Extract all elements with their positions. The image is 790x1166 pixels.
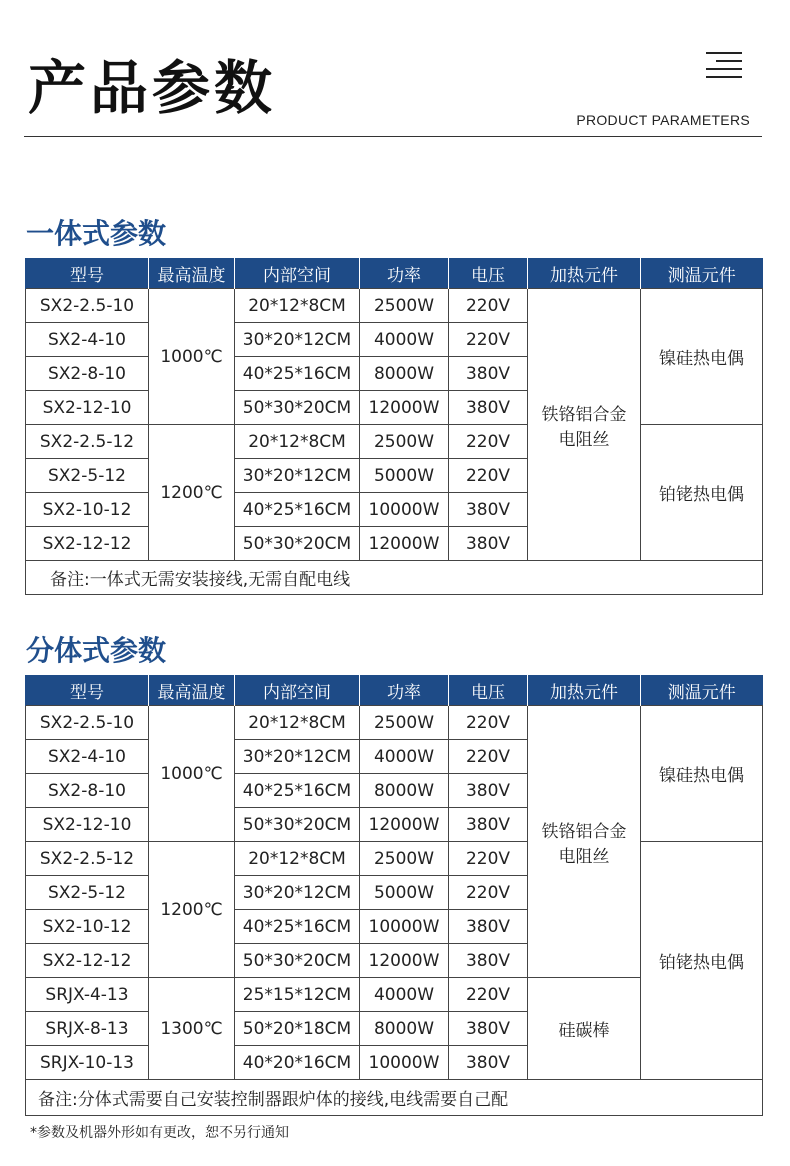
model-cell: SRJX-8-13: [26, 1012, 149, 1046]
table-note: 备注:一体式无需安装接线,无需自配电线: [26, 561, 763, 595]
column-header: 型号: [26, 258, 149, 289]
column-header: 功率: [360, 258, 449, 289]
header-divider: [24, 136, 762, 137]
model-cell: SX2-12-12: [26, 527, 149, 561]
model-cell: SX2-5-12: [26, 876, 149, 910]
table-row: [26, 425, 763, 459]
heater-cell: 铁铬铝合金 电阻丝: [528, 706, 641, 978]
power-cell: 8000W: [360, 1012, 449, 1046]
sensor-cell: 镍硅热电偶: [641, 706, 763, 842]
page-subtitle: PRODUCT PARAMETERS: [576, 112, 750, 128]
power-cell: 8000W: [360, 774, 449, 808]
model-cell: SRJX-10-13: [26, 1046, 149, 1080]
space-cell: 40*25*16CM: [235, 357, 360, 391]
model-cell: SX2-8-10: [26, 357, 149, 391]
space-cell: 50*30*20CM: [235, 808, 360, 842]
column-header: 测温元件: [641, 258, 763, 289]
max-temp-cell: 1000℃: [149, 289, 235, 425]
power-cell: 2500W: [360, 706, 449, 740]
voltage-cell: 380V: [449, 944, 528, 978]
voltage-cell: 220V: [449, 876, 528, 910]
column-header: 内部空间: [235, 675, 360, 706]
voltage-cell: 380V: [449, 1046, 528, 1080]
space-cell: 20*12*8CM: [235, 289, 360, 323]
heater-cell: 硅碳棒: [528, 978, 641, 1080]
space-cell: 50*30*20CM: [235, 527, 360, 561]
model-cell: SX2-2.5-10: [26, 289, 149, 323]
power-cell: 2500W: [360, 425, 449, 459]
space-cell: 40*25*16CM: [235, 774, 360, 808]
voltage-cell: 380V: [449, 774, 528, 808]
voltage-cell: 380V: [449, 391, 528, 425]
model-cell: SX2-4-10: [26, 323, 149, 357]
table-note: 备注:分体式需要自己安装控制器跟炉体的接线,电线需要自己配: [26, 1080, 763, 1116]
voltage-cell: 380V: [449, 1012, 528, 1046]
table-header-row: [26, 258, 763, 289]
voltage-cell: 220V: [449, 459, 528, 493]
model-cell: SX2-12-10: [26, 391, 149, 425]
model-cell: SX2-5-12: [26, 459, 149, 493]
column-header: 加热元件: [528, 258, 641, 289]
max-temp-cell: 1000℃: [149, 706, 235, 842]
space-cell: 40*20*16CM: [235, 1046, 360, 1080]
section-title-split: 分体式参数: [26, 634, 167, 667]
voltage-cell: 220V: [449, 978, 528, 1012]
space-cell: 20*12*8CM: [235, 425, 360, 459]
column-header: 电压: [449, 258, 528, 289]
model-cell: SX2-2.5-12: [26, 425, 149, 459]
column-header: 功率: [360, 675, 449, 706]
voltage-cell: 380V: [449, 527, 528, 561]
power-cell: 12000W: [360, 391, 449, 425]
space-cell: 30*20*12CM: [235, 459, 360, 493]
voltage-cell: 380V: [449, 493, 528, 527]
max-temp-cell: 1200℃: [149, 425, 235, 561]
voltage-cell: 220V: [449, 289, 528, 323]
hamburger-menu-icon[interactable]: [706, 52, 742, 78]
sensor-cell: 镍硅热电偶: [641, 289, 763, 425]
space-cell: 20*12*8CM: [235, 842, 360, 876]
max-temp-cell: 1300℃: [149, 978, 235, 1080]
spec-table-split: [25, 675, 763, 1116]
power-cell: 2500W: [360, 842, 449, 876]
sensor-cell: 铂铑热电偶: [641, 842, 763, 1080]
table-note-row: [26, 1080, 763, 1116]
space-cell: 30*20*12CM: [235, 323, 360, 357]
power-cell: 5000W: [360, 459, 449, 493]
voltage-cell: 220V: [449, 425, 528, 459]
model-cell: SX2-12-12: [26, 944, 149, 978]
power-cell: 10000W: [360, 1046, 449, 1080]
heater-cell: 铁铬铝合金 电阻丝: [528, 289, 641, 561]
space-cell: 40*25*16CM: [235, 910, 360, 944]
power-cell: 12000W: [360, 527, 449, 561]
power-cell: 4000W: [360, 323, 449, 357]
model-cell: SX2-12-10: [26, 808, 149, 842]
power-cell: 10000W: [360, 910, 449, 944]
power-cell: 12000W: [360, 808, 449, 842]
spec-table-integrated: [25, 258, 763, 595]
page-title: 产品参数: [28, 54, 277, 122]
table-note-row: [26, 561, 763, 595]
model-cell: SX2-2.5-10: [26, 706, 149, 740]
space-cell: 50*20*18CM: [235, 1012, 360, 1046]
column-header: 电压: [449, 675, 528, 706]
power-cell: 2500W: [360, 289, 449, 323]
footnote: *参数及机器外形如有更改，恕不另行通知: [30, 1125, 289, 1141]
sensor-cell: 铂铑热电偶: [641, 425, 763, 561]
table-row: [26, 842, 763, 876]
power-cell: 4000W: [360, 978, 449, 1012]
column-header: 加热元件: [528, 675, 641, 706]
voltage-cell: 380V: [449, 357, 528, 391]
voltage-cell: 220V: [449, 706, 528, 740]
power-cell: 12000W: [360, 944, 449, 978]
power-cell: 5000W: [360, 876, 449, 910]
space-cell: 40*25*16CM: [235, 493, 360, 527]
section-title-integrated: 一体式参数: [26, 217, 167, 250]
table-header-row: [26, 675, 763, 706]
model-cell: SX2-4-10: [26, 740, 149, 774]
power-cell: 8000W: [360, 357, 449, 391]
column-header: 最高温度: [149, 258, 235, 289]
model-cell: SX2-10-12: [26, 493, 149, 527]
column-header: 最高温度: [149, 675, 235, 706]
max-temp-cell: 1200℃: [149, 842, 235, 978]
voltage-cell: 380V: [449, 910, 528, 944]
model-cell: SX2-8-10: [26, 774, 149, 808]
power-cell: 4000W: [360, 740, 449, 774]
table-row: [26, 706, 763, 740]
column-header: 内部空间: [235, 258, 360, 289]
column-header: 型号: [26, 675, 149, 706]
voltage-cell: 220V: [449, 740, 528, 774]
voltage-cell: 220V: [449, 842, 528, 876]
space-cell: 30*20*12CM: [235, 740, 360, 774]
voltage-cell: 380V: [449, 808, 528, 842]
model-cell: SX2-2.5-12: [26, 842, 149, 876]
table-row: [26, 289, 763, 323]
power-cell: 10000W: [360, 493, 449, 527]
space-cell: 20*12*8CM: [235, 706, 360, 740]
space-cell: 50*30*20CM: [235, 944, 360, 978]
model-cell: SRJX-4-13: [26, 978, 149, 1012]
space-cell: 50*30*20CM: [235, 391, 360, 425]
space-cell: 30*20*12CM: [235, 876, 360, 910]
model-cell: SX2-10-12: [26, 910, 149, 944]
voltage-cell: 220V: [449, 323, 528, 357]
space-cell: 25*15*12CM: [235, 978, 360, 1012]
column-header: 测温元件: [641, 675, 763, 706]
